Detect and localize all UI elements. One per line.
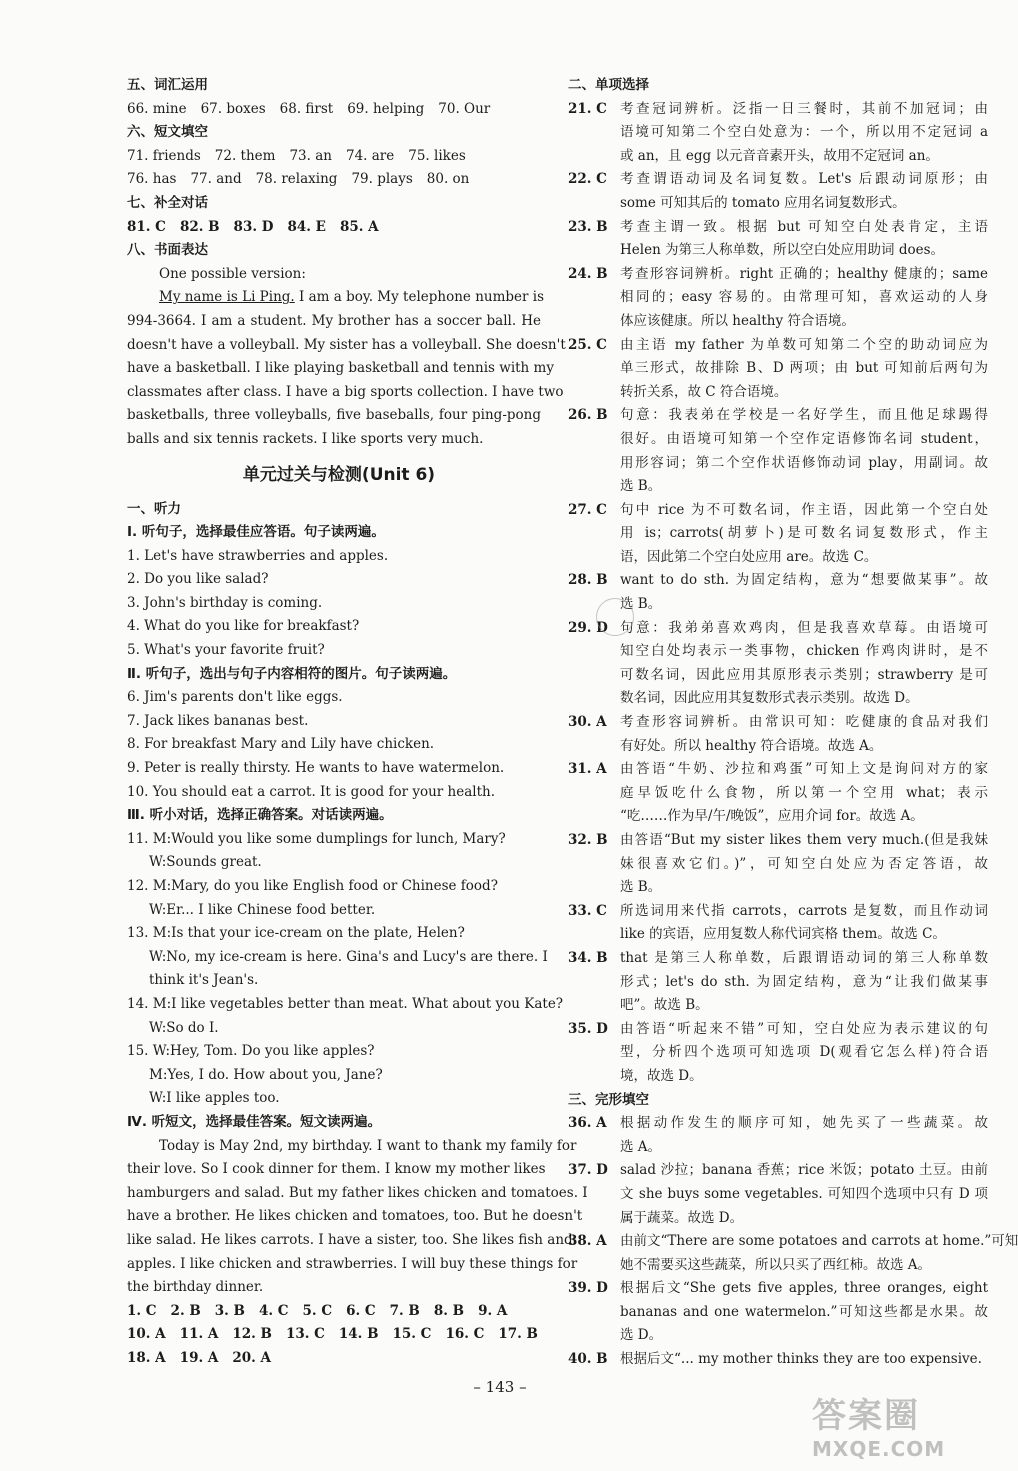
listen-item: 10. You should eat a carrot. It is good for your health. <box>127 783 495 800</box>
explanation-line: 选 B。 <box>620 879 662 896</box>
answer-explanation <box>620 168 988 215</box>
answer-cell: 16. C <box>445 1326 485 1343</box>
section-heading: 五、词汇运用 <box>127 77 208 93</box>
essay-line: doesn't have a volleyball. My sister has a volleyball. She doesn't <box>127 336 566 353</box>
explanation-line: 由主语 my father 为单数可知第二个空的助动词应为 <box>620 336 988 353</box>
answer-cell: 66. mine <box>127 100 187 117</box>
dialog-question: 12. M:Mary, do you like English food or Chinese food? <box>127 878 498 894</box>
answer-cell: 71. friends <box>127 147 201 164</box>
answer-cell: 76. has <box>127 171 177 188</box>
answer-row <box>127 1323 541 1347</box>
answer-cell: 4. C <box>258 1302 289 1319</box>
answer-cell: 78. relaxing <box>255 171 338 188</box>
essay-line: classmates after class. I have a big sports collection. I have two <box>127 383 564 400</box>
answer-cell: 80. on <box>426 171 470 188</box>
essay-line: have a basketball. I like playing basketball and tennis with my <box>127 360 554 377</box>
answer-explanation <box>620 1159 988 1230</box>
answer-item <box>568 263 988 334</box>
answer-item <box>568 404 988 498</box>
explanation-line: bananas and one watermelon.”可知这些都是水果。故 <box>620 1303 988 1320</box>
explanation-line: salad 沙拉；banana 香蕉；rice 米饭；potato 土豆。由前 <box>620 1162 988 1179</box>
explanation-line: 语境可知第二个空白处意为：一个，所以用不定冠词 a <box>620 124 988 141</box>
answer-cell: 2. B <box>170 1302 201 1319</box>
dialog-answer: W:Sounds great. <box>149 854 262 871</box>
answer-explanation <box>620 263 988 334</box>
listen-item: 8. For breakfast Mary and Lily have chicken. <box>127 736 435 753</box>
dialog-answer: W:Er... I like Chinese food better. <box>149 901 376 918</box>
answer-cell: 20. A <box>232 1349 272 1366</box>
answer-cell: 3. B <box>214 1302 245 1319</box>
answer-item <box>568 711 988 758</box>
listen-item: 2. Do you like salad? <box>127 571 269 588</box>
answer-number: 35. D <box>568 1020 608 1037</box>
watermark-top: 答案圈 <box>812 1396 920 1436</box>
essay-underlined: My name is Li Ping. <box>159 289 295 306</box>
answer-cell: 70. Our <box>438 100 491 117</box>
dialog-question: 11. M:Would you like some dumplings for lunch, Mary? <box>127 830 506 847</box>
passage-line: the birthday dinner. <box>127 1279 264 1296</box>
answer-explanation <box>620 1112 988 1159</box>
answer-row <box>127 1347 541 1371</box>
explanation-line: like 的宾语，应用复数人称代词宾格 them。故选 C。 <box>620 926 946 943</box>
dialog-answer: M:Yes, I do. How about you, Jane? <box>149 1066 383 1083</box>
answer-number: 37. D <box>568 1162 608 1179</box>
answer-cell: 85. A <box>339 218 379 235</box>
explanation-line: 语，因此第二个空白处应用 are。故选 C。 <box>620 548 878 565</box>
listen-item: 7. Jack likes bananas best. <box>127 712 309 729</box>
answer-explanation <box>620 1018 988 1089</box>
explanation-line: 句意：我表弟在学校是一名好学生，而且他足球踢得 <box>620 407 988 424</box>
listen-item: 3. John's birthday is coming. <box>127 594 323 611</box>
answer-cell: 11. A <box>179 1326 219 1343</box>
essay-intro: One possible version: <box>159 265 306 282</box>
answer-explanation <box>620 947 988 1018</box>
answer-explanation <box>620 829 988 900</box>
answer-cell: 6. C <box>346 1302 376 1319</box>
explanation-line: 根据后文“She gets five apples, three oranges, eight <box>620 1280 988 1297</box>
answer-item <box>568 216 988 263</box>
answer-number: 36. A <box>568 1115 607 1132</box>
explanation-line: 句意：我弟弟喜欢鸡肉，但是我喜欢草莓。由语境可 <box>620 619 988 636</box>
answer-cell: 8. B <box>433 1302 465 1319</box>
explanation-line: 转折关系，故 C 符合语境。 <box>620 383 788 400</box>
unit-title: 单元过关与检测(Unit 6) <box>242 464 436 485</box>
answer-item <box>568 1348 988 1372</box>
explanation-line: 用 is；carrots(胡萝卜)是可数名词复数形式，作主 <box>620 525 988 542</box>
answer-explanation <box>620 569 988 616</box>
section-heading: 一、听力 <box>127 500 181 517</box>
answer-number: 25. C <box>568 336 607 353</box>
answer-item <box>568 499 988 570</box>
answer-cell: 73. an <box>289 147 332 164</box>
answer-row <box>127 145 541 169</box>
essay-text: I am a boy. My telephone number is <box>294 289 545 306</box>
answer-item <box>568 829 988 900</box>
answer-number: 40. B <box>568 1351 608 1368</box>
answer-explanation <box>620 1348 988 1372</box>
dialog-question: 13. M:Is that your ice-cream on the plate, Helen? <box>127 925 465 942</box>
explanation-line: 或 an，且 egg 以元音音素开头，故用不定冠词 an。 <box>620 147 939 164</box>
answer-explanation <box>620 404 988 498</box>
answer-number: 29. D <box>568 619 608 636</box>
answer-number: 38. A <box>568 1233 607 1250</box>
explanation-line: 有好处。所以 healthy 符合语境。故选 A。 <box>620 737 883 754</box>
dialog-answer: W:So do I. <box>149 1019 219 1036</box>
answer-cell: 81. C <box>127 218 166 235</box>
dialog-question: 15. W:Hey, Tom. Do you like apples? <box>127 1043 375 1060</box>
answer-number: 27. C <box>568 501 607 518</box>
answer-item <box>568 1018 988 1089</box>
answer-item <box>568 1230 1018 1277</box>
listen-item: 9. Peter is really thirsty. He wants to have watermelon. <box>127 760 505 777</box>
passage-line: apples. I like chicken and strawberries. I will buy these things for <box>127 1255 578 1272</box>
explanation-line: 根据动作发生的顺序可知，她先买了一些蔬菜。故 <box>620 1115 988 1132</box>
explanation-line: 文 she buys some vegetables. 可知四个选项中只有 D 项 <box>620 1185 988 1202</box>
dialog-answer: W:I like apples too. <box>149 1090 280 1107</box>
explanation-line: 由答语“But my sister likes them very much.(但是我妹 <box>620 832 988 848</box>
passage-line: like salad. He likes carrots. I have a sister, too. She likes fish and <box>127 1231 573 1248</box>
explanation-line: 体应该健康。所以 healthy 符合语境。 <box>620 312 855 329</box>
answer-cell: 15. C <box>392 1326 432 1343</box>
section-heading: 七、补全对话 <box>127 194 208 211</box>
answer-number: 39. D <box>568 1280 608 1297</box>
part-heading: Ⅰ. 听句子，选择最佳应答语。句子读两遍。 <box>127 524 385 541</box>
answer-item <box>568 1112 988 1159</box>
answer-number: 28. B <box>568 572 608 589</box>
answer-number: 33. C <box>568 902 607 919</box>
answer-explanation <box>620 711 988 758</box>
explanation-line: 选 B。 <box>620 596 662 613</box>
section-heading: 八、书面表达 <box>127 242 208 259</box>
watermark-logo <box>812 1388 992 1468</box>
answer-cell: 75. likes <box>408 147 466 164</box>
part-heading: Ⅳ. 听短文，选择最佳答案。短文读两遍。 <box>127 1113 382 1130</box>
explanation-line: 形式；let's do sth. 为固定结构，意为“让我们做某事 <box>620 973 988 990</box>
answer-explanation <box>620 499 988 570</box>
explanation-line: 由答语“听起来不错”可知，空白处应为表示建议的句 <box>620 1020 988 1037</box>
explanation-line: Helen 为第三人称单数，所以空白处应用助词 does。 <box>620 242 945 259</box>
answer-cell: 67. boxes <box>200 100 266 117</box>
answer-cell: 84. E <box>287 218 326 235</box>
section-heading: 六、短文填空 <box>127 124 208 141</box>
right-column <box>568 74 1018 1372</box>
explanation-line: 可数名词，因此应用其原形表示类别；strawberry 是可 <box>620 666 988 683</box>
answer-item <box>568 758 988 829</box>
answer-cell: 1. C <box>127 1302 157 1319</box>
explanation-line: 由答语“牛奶、沙拉和鸡蛋”可知上文是询问对方的家 <box>620 761 988 778</box>
watermark-bottom: MXQE.COM <box>812 1437 946 1461</box>
explanation-line: that 是第三人称单数，后跟谓语动词的第三人称单数 <box>620 949 988 966</box>
listen-item: 1. Let's have strawberries and apples. <box>127 547 389 564</box>
answer-cell: 82. B <box>179 218 220 235</box>
explanation-line: 妹很喜欢它们。)”，可知空白处应为否定答语，故 <box>620 855 988 872</box>
answer-cell: 74. are <box>345 147 395 164</box>
explanation-line: 数名词，因此应用其复数形式表示类别。故选 D。 <box>620 690 919 707</box>
explanation-line: 用形容词；第二个空作状语修饰动词 play，用副词。故 <box>620 454 988 471</box>
passage-line: Today is May 2nd, my birthday. I want to thank my family for <box>159 1137 577 1154</box>
section-heading: 二、单项选择 <box>568 77 649 93</box>
explanation-line: 选 B。 <box>620 478 662 495</box>
explanation-line: 型，分析四个选项可知选项 D(观看它怎么样)符合语 <box>620 1044 988 1061</box>
answer-item <box>568 1159 988 1230</box>
answer-number: 32. B <box>568 832 608 848</box>
answer-item <box>568 900 988 947</box>
answer-item <box>568 98 988 169</box>
explanation-line: 相同的；easy 容易的。由常理可知，喜欢运动的人身 <box>620 289 988 306</box>
answer-number: 24. B <box>568 265 608 282</box>
answer-cell: 13. C <box>285 1326 325 1343</box>
answer-item <box>568 168 988 215</box>
answer-number: 26. B <box>568 407 608 424</box>
section-heading: 三、完形填空 <box>568 1091 649 1108</box>
answer-explanation <box>620 1230 1018 1277</box>
listen-item: 4. What do you like for breakfast? <box>127 618 360 635</box>
answer-cell: 14. B <box>338 1326 379 1343</box>
answer-row <box>127 168 541 192</box>
explanation-line: 考查形容词辨析。由常识可知：吃健康的食品对我们 <box>620 714 988 731</box>
answer-explanation <box>620 617 988 711</box>
explanation-line: want to do sth. 为固定结构，意为“想要做某事”。故 <box>620 572 988 589</box>
answer-item <box>568 1277 988 1348</box>
answer-item <box>568 947 988 1018</box>
explanation-line: 知空白处均表示一类事物，chicken 作鸡肉讲时，是不 <box>620 643 988 660</box>
explanation-line: 所选词用来代指 carrots，carrots 是复数，而且作动词 <box>620 902 988 919</box>
answer-row <box>127 1300 541 1324</box>
answer-cell: 9. A <box>478 1302 508 1319</box>
answer-explanation <box>620 758 988 829</box>
answer-cell: 72. them <box>214 147 276 164</box>
stamp-seal <box>596 598 634 636</box>
answer-cell: 79. plays <box>351 171 413 188</box>
essay-line: basketballs, three volleyballs, five baseballs, four ping-pong <box>127 407 541 424</box>
answer-explanation <box>620 334 988 405</box>
answer-number: 23. B <box>568 218 608 235</box>
listen-item: 5. What's your favorite fruit? <box>127 642 325 659</box>
answer-cell: 10. A <box>127 1326 166 1343</box>
explanation-line: 根据后文“... my mother thinks they are too expensive. <box>620 1351 982 1368</box>
page-number: – 143 – <box>473 1378 527 1396</box>
answer-cell: 17. B <box>498 1326 538 1343</box>
answer-number: 34. B <box>568 949 608 966</box>
explanation-line: some 可知其后的 tomato 应用名词复数形式。 <box>620 194 906 211</box>
explanation-line: “吃……作为早/午/晚饭”，应用介词 for。故选 A。 <box>620 808 924 825</box>
explanation-line: 她不需要买这些蔬菜，所以只买了西红柿。故选 A。 <box>620 1256 932 1273</box>
answer-cell: 83. D <box>233 218 274 235</box>
answer-cell: 12. B <box>232 1326 272 1343</box>
answer-number: 21. C <box>568 100 607 117</box>
answer-row <box>127 98 541 122</box>
explanation-line: 选 D。 <box>620 1327 663 1344</box>
explanation-line: 考查形容词辨析。right 正确的；healthy 健康的；same <box>620 265 988 282</box>
essay-line: balls and six tennis rackets. I like sports very much. <box>127 430 484 447</box>
answer-explanation <box>620 216 988 263</box>
passage-line: hamburgers and salad. But my father likes chicken and tomatoes. I <box>127 1184 588 1201</box>
explanation-line: 由前文“There are some potatoes and carrots at home.”可知 <box>620 1233 1018 1250</box>
explanation-line: 很好。由语境可知第一个空作定语修饰名词 student， <box>620 430 988 447</box>
answer-number: 30. A <box>568 714 607 731</box>
explanation-line: 单三形式，故排除 B、D 两项；由 but 可知前后两句为 <box>620 360 988 377</box>
part-heading: Ⅲ. 听小对话，选择正确答案。对话读两遍。 <box>127 807 393 824</box>
answer-number: 22. C <box>568 171 607 188</box>
passage-line: have a brother. He likes chicken and tomatoes, too. But he doesn't <box>127 1208 583 1225</box>
explanation-line: 庭早饭吃什么食物，所以第一个空用 what；表示 <box>620 784 988 801</box>
answer-item <box>568 334 988 405</box>
answer-cell: 68. first <box>279 100 334 117</box>
explanation-line: 考查冠词辨析。泛指一日三餐时，其前不加冠词；由 <box>620 100 988 117</box>
dialog-answer: think it's Jean's. <box>149 972 259 989</box>
dialog-answer: W:No, my ice-cream is here. Gina's and Lucy's are there. I <box>149 948 548 965</box>
essay-line: 994-3664. I am a student. My brother has a soccer ball. He <box>127 312 541 329</box>
answer-row <box>127 216 541 240</box>
answer-cell: 18. A <box>127 1349 166 1366</box>
answer-cell: 7. B <box>389 1302 420 1319</box>
explanation-line: 吧”。故选 B。 <box>620 997 709 1014</box>
answer-cell: 69. helping <box>347 100 425 117</box>
answer-cell: 77. and <box>190 171 242 188</box>
essay-line <box>127 286 545 310</box>
explanation-line: 境，故选 D。 <box>620 1067 703 1084</box>
part-heading: Ⅱ. 听句子，选出与句子内容相符的图片。句子读两遍。 <box>127 665 457 682</box>
answer-cell: 5. C <box>302 1302 333 1319</box>
passage-line: their love. So I cook dinner for them. I know my mother likes <box>127 1161 546 1178</box>
answer-item <box>568 617 988 711</box>
explanation-line: 考查谓语动词及名词复数。Let's 后跟动词原形；由 <box>620 171 988 188</box>
answer-cell: 19. A <box>179 1349 219 1366</box>
explanation-line: 考查主谓一致。根据 but 可知空白处表肯定，主语 <box>620 218 988 235</box>
explanation-line: 属于蔬菜。故选 D。 <box>620 1209 744 1226</box>
answer-explanation <box>620 900 988 947</box>
explanation-line: 句中 rice 为不可数名词，作主语，因此第一个空白处 <box>620 501 988 518</box>
answer-explanation <box>620 98 988 169</box>
answer-number: 31. A <box>568 761 607 778</box>
explanation-line: 选 A。 <box>620 1138 662 1155</box>
listen-item: 6. Jim's parents don't like eggs. <box>127 689 343 706</box>
answer-explanation <box>620 1277 988 1348</box>
dialog-question: 14. M:I like vegetables better than meat. What about you Kate? <box>127 995 564 1012</box>
